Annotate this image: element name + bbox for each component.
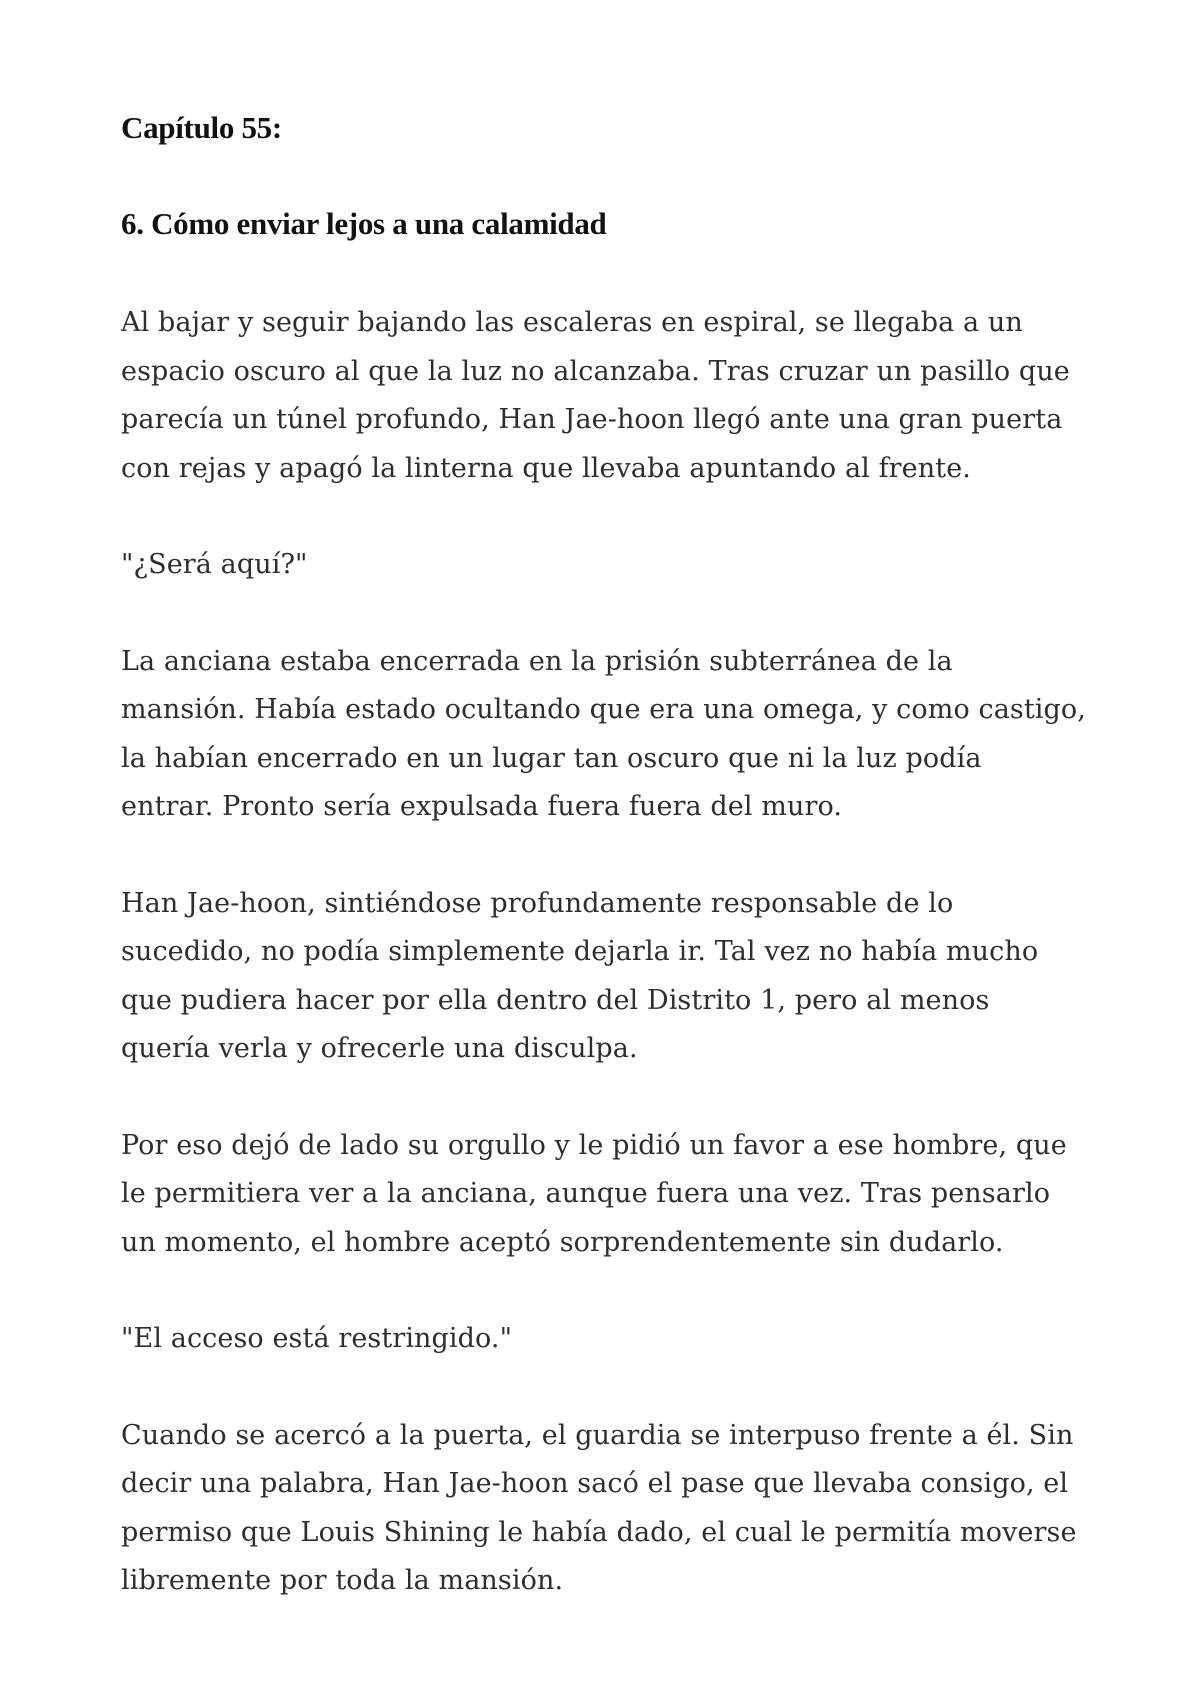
paragraph-line: Cuando se acercó a la puerta, el guardia se interpuso frente a él. Sin [121,1419,1074,1451]
paragraph-line: con rejas y apagó la linterna que llevaba apuntando al frente. [121,452,971,484]
paragraph-line: Al bajar y seguir bajando las escaleras en espiral, se llegaba a un [121,307,1023,338]
paragraph-line: "El acceso está restringido." [121,1323,513,1354]
paragraph [121,1412,1101,1606]
paragraph [121,638,1101,832]
paragraph-line: entrar. Pronto sería expulsada fuera fuera del muro. [121,791,843,822]
paragraph-line: quería verla y ofrecerle una disculpa. [121,1033,638,1064]
paragraph [121,880,1101,1074]
paragraph-line: La anciana estaba encerrada en la prisión subterránea de la [121,645,953,677]
paragraph-line: Han Jae-hoon, sintiéndose profundamente responsable de lo [121,887,954,919]
paragraph-line: la habían encerrado en un lugar tan oscuro que ni la luz podía [121,742,982,774]
paragraph-line: decir una palabra, Han Jae-hoon sacó el pase que llevaba consigo, el [121,1468,1069,1499]
paragraph-line: Por eso dejó de lado su orgullo y le pidió un favor a ese hombre, que [121,1129,1067,1161]
paragraph-line: le permitiera ver a la anciana, aunque fuera una vez. Tras pensarlo [121,1178,1051,1209]
paragraph-line: libremente por toda la mansión. [121,1565,564,1596]
dialogue-paragraph [121,541,1101,590]
paragraph-line: mansión. Había estado ocultando que era una omega, y como castigo, [121,694,1086,725]
paragraph [121,299,1101,493]
paragraph-line: permiso que Louis Shining le había dado, el cual le permitía moverse [121,1516,1077,1548]
paragraph-line: un momento, el hombre aceptó sorprendentemente sin dudarlo. [121,1226,1004,1258]
paragraph-line: que pudiera hacer por ella dentro del Distrito 1, pero al menos [121,984,990,1016]
paragraph-line: sucedido, no podía simplemente dejarla ir. Tal vez no había mucho [121,936,1039,967]
dialogue-paragraph [121,1315,1101,1364]
paragraph-line: "¿Será aquí?" [121,549,308,580]
paragraph [121,1122,1101,1268]
document-body [121,108,1101,1654]
paragraph-line: espacio oscuro al que la luz no alcanzaba. Tras cruzar un pasillo que [121,355,1070,387]
chapter-title: Capítulo 55: [121,110,282,145]
paragraph-line: parecía un túnel profundo, Han Jae-hoon llegó ante una gran puerta [121,404,1063,435]
section-title: 6. Cómo enviar lejos a una calamidad [121,206,607,241]
